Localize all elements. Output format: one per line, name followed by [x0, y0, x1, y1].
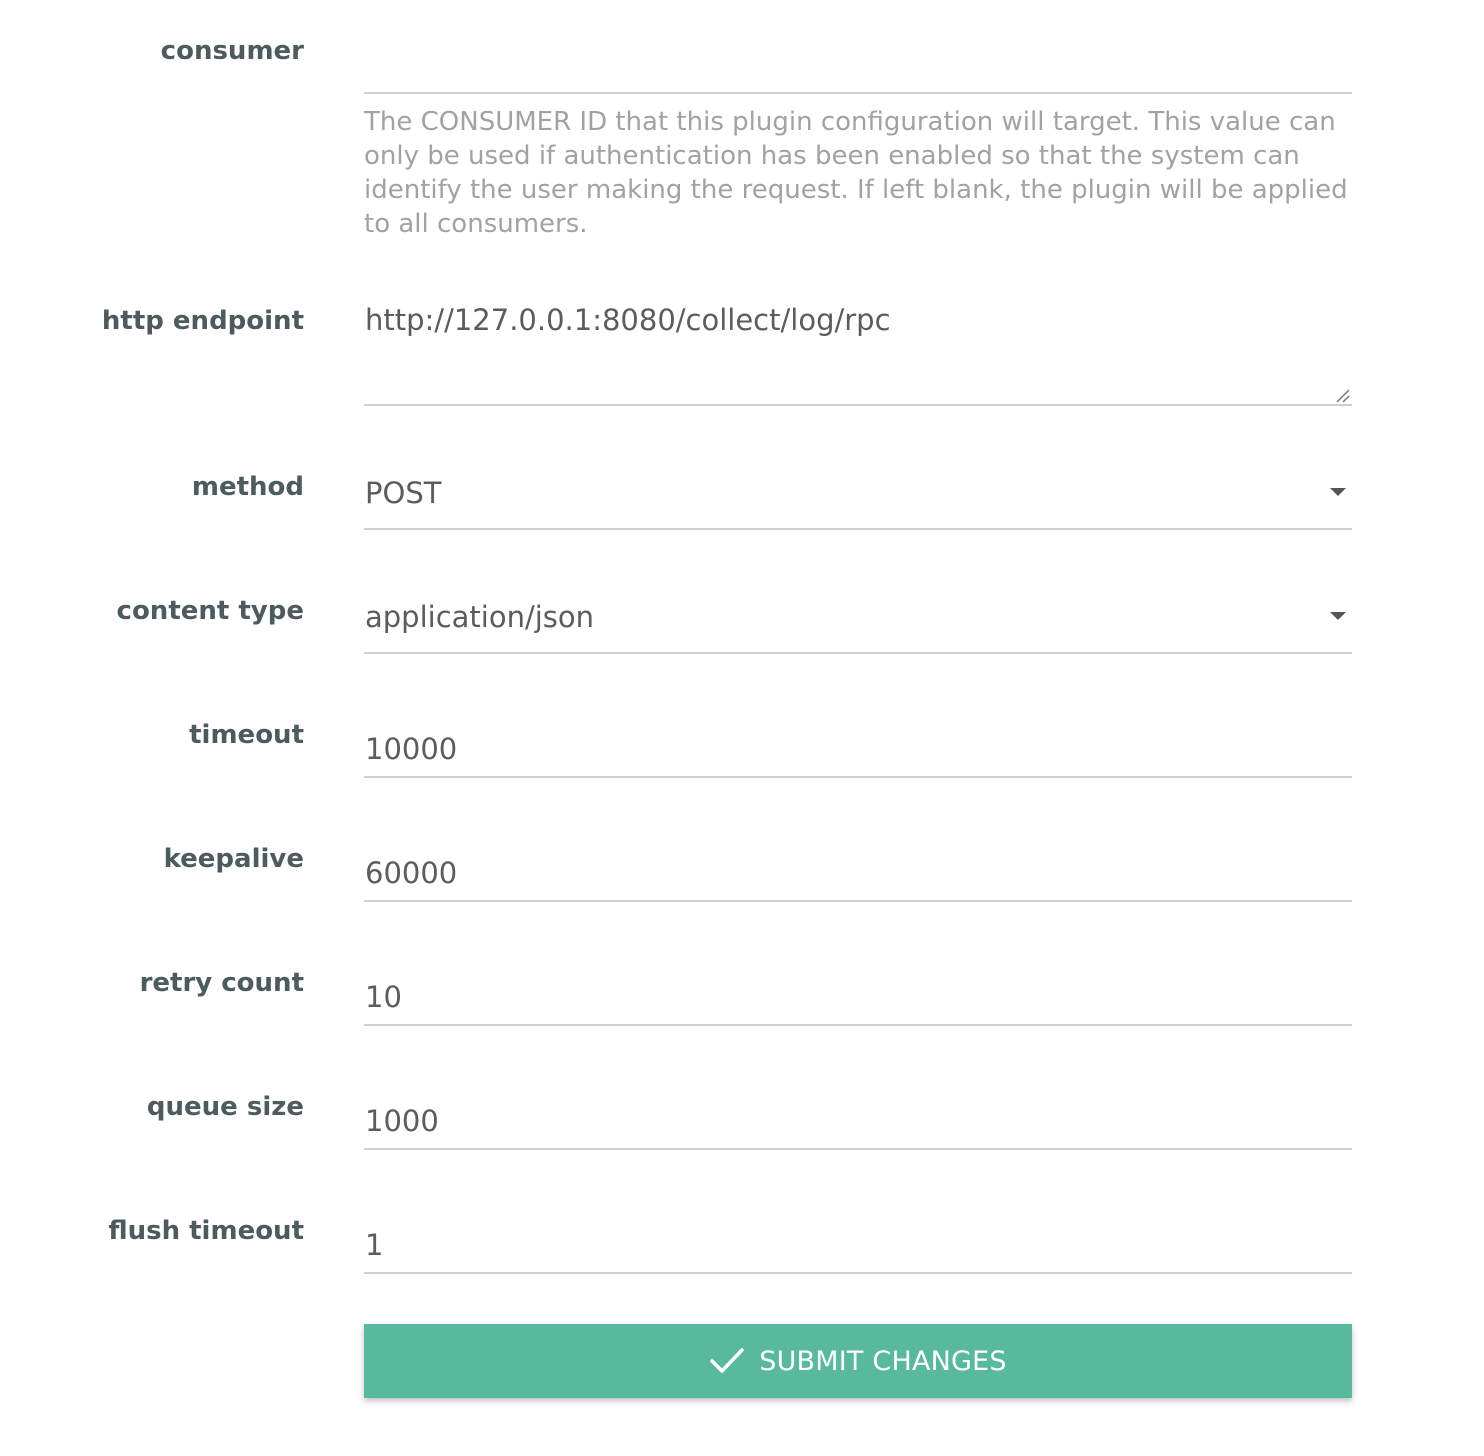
- consumer-help-text: The CONSUMER ID that this plugin configuration will target. This value can only be used if authentication has been enabled so that the system can identify the user making the request. If left blank, the plugin will be applied to all consumers.: [364, 107, 1348, 239]
- keepalive-field-wrap: [364, 844, 1352, 902]
- keepalive-label: keepalive: [163, 844, 304, 874]
- queue-size-input[interactable]: [364, 1092, 1352, 1148]
- check-icon: [709, 1346, 745, 1376]
- chevron-down-icon: [1330, 488, 1346, 496]
- consumer-label: consumer: [160, 36, 304, 66]
- keepalive-input[interactable]: [364, 844, 1352, 900]
- flush-timeout-label: flush timeout: [108, 1216, 304, 1246]
- http-endpoint-field-wrap: [364, 300, 1352, 406]
- retry-count-label: retry count: [139, 968, 304, 998]
- flush-timeout-field-wrap: [364, 1216, 1352, 1274]
- resize-grip-icon[interactable]: [1334, 387, 1350, 403]
- content-type-select[interactable]: [364, 596, 1352, 654]
- queue-size-field-wrap: [364, 1092, 1352, 1150]
- submit-changes-button[interactable]: [364, 1324, 1352, 1398]
- http-endpoint-label: http endpoint: [101, 306, 304, 336]
- retry-count-field-wrap: [364, 968, 1352, 1026]
- timeout-field-wrap: [364, 720, 1352, 778]
- flush-timeout-input[interactable]: [364, 1216, 1352, 1272]
- chevron-down-icon: [1330, 612, 1346, 620]
- consumer-input[interactable]: [364, 30, 1352, 92]
- method-label: method: [191, 472, 304, 502]
- retry-count-input[interactable]: [364, 968, 1352, 1024]
- method-select[interactable]: [364, 472, 1352, 530]
- content-type-selected-value: application/json: [365, 600, 595, 634]
- submit-button-label: SUBMIT CHANGES: [759, 1345, 1007, 1377]
- http-endpoint-textarea[interactable]: [364, 300, 1352, 404]
- queue-size-label: queue size: [146, 1092, 304, 1122]
- timeout-label: timeout: [189, 720, 304, 750]
- timeout-input[interactable]: [364, 720, 1352, 776]
- consumer-field-wrap: [364, 30, 1352, 94]
- content-type-label: content type: [116, 596, 304, 626]
- method-selected-value: POST: [365, 476, 442, 510]
